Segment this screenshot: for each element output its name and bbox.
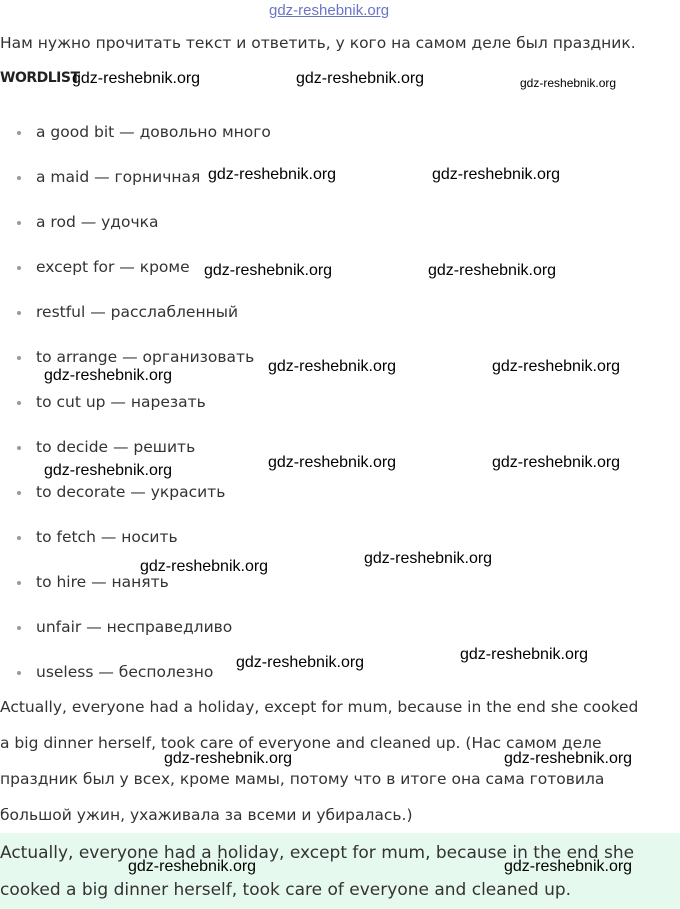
bullet-icon [17, 356, 21, 360]
watermark: gdz-reshebnik.org [520, 76, 617, 90]
highlighted-answer-line: Actually, everyone had a holiday, except for mum, because in the end she [0, 843, 635, 863]
wordlist-title: WORDLIST [0, 70, 80, 86]
watermark: gdz-reshebnik.org [460, 646, 589, 663]
bullet-icon [17, 491, 21, 495]
bullet-icon [17, 581, 21, 585]
bullet-icon [17, 401, 21, 405]
bullet-icon [17, 221, 21, 225]
watermark: gdz-reshebnik.org [432, 166, 561, 183]
answer-line: большой ужин, ухаживала за всеми и убиралась.) [0, 806, 413, 824]
watermark: gdz-reshebnik.org [236, 654, 365, 671]
watermark: gdz-reshebnik.org [44, 462, 173, 479]
bullet-icon [17, 311, 21, 315]
wordlist-item-text: a rod — удочка [36, 213, 159, 231]
watermark: gdz-reshebnik.org [504, 858, 633, 875]
watermark: gdz-reshebnik.org [44, 367, 173, 384]
watermark: gdz-reshebnik.org [364, 550, 493, 567]
wordlist-item-text: to hire — нанять [36, 573, 169, 591]
wordlist-item-text: unfair — несправедливо [36, 618, 233, 636]
wordlist-item-text: to decide — решить [36, 438, 196, 456]
answer-line: a big dinner herself, took care of everyone and cleaned up. (Нас самом деле [0, 734, 602, 752]
watermark: gdz-reshebnik.org [492, 454, 621, 471]
bullet-icon [17, 671, 21, 675]
wordlist-item-text: a maid — горничная [36, 168, 201, 186]
watermark: gdz-reshebnik.org [268, 454, 397, 471]
watermark: gdz-reshebnik.org [72, 70, 201, 87]
bullet-icon [17, 536, 21, 540]
header-watermark-link[interactable]: gdz-reshebnik.org [269, 2, 390, 19]
wordlist-item-text: except for — кроме [36, 258, 190, 276]
watermark: gdz-reshebnik.org [504, 750, 633, 767]
bullet-icon [17, 626, 21, 630]
wordlist-item-text: to cut up — нарезать [36, 393, 206, 411]
wordlist-item-text: a good bit — довольно много [36, 123, 271, 141]
watermark: gdz-reshebnik.org [268, 358, 397, 375]
wordlist-item-text: useless — бесполезно [36, 663, 214, 681]
watermark: gdz-reshebnik.org [492, 358, 621, 375]
answer-line: Actually, everyone had a holiday, except for mum, because in the end she cooked [0, 698, 639, 716]
answer-line: праздник был у всех, кроме мамы, потому что в итоге она сама готовила [0, 770, 605, 788]
bullet-icon [17, 266, 21, 270]
watermark: gdz-reshebnik.org [204, 262, 333, 279]
wordlist-item-text: to arrange — организовать [36, 348, 255, 366]
watermark: gdz-reshebnik.org [208, 166, 337, 183]
bullet-icon [17, 446, 21, 450]
highlighted-answer-line: cooked a big dinner herself, took care of everyone and cleaned up. [0, 880, 572, 900]
bullet-icon [17, 131, 21, 135]
watermark: gdz-reshebnik.org [140, 558, 269, 575]
watermark: gdz-reshebnik.org [296, 70, 425, 87]
watermark: gdz-reshebnik.org [128, 858, 257, 875]
wordlist-item-text: restful — расслабленный [36, 303, 239, 321]
watermark: gdz-reshebnik.org [164, 750, 293, 767]
wordlist-item-text: to fetch — носить [36, 528, 178, 546]
bullet-icon [17, 176, 21, 180]
watermark: gdz-reshebnik.org [428, 262, 557, 279]
intro-text: Нам нужно прочитать текст и ответить, у кого на самом деле был праздник. [0, 34, 636, 52]
wordlist-item-text: to decorate — украсить [36, 483, 226, 501]
